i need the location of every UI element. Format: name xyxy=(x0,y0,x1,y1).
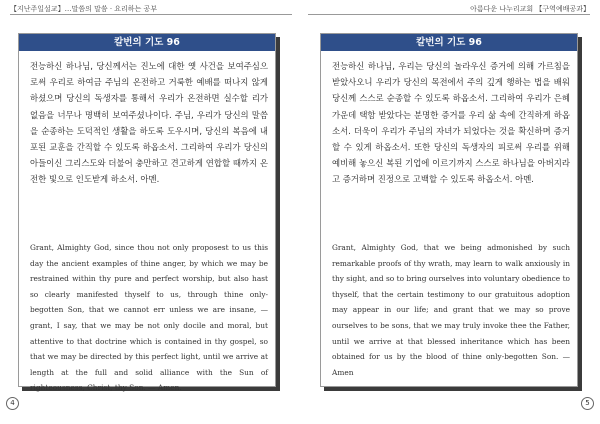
right-page-number: 5 xyxy=(581,397,594,410)
right-english-prayer: Grant, Almighty God, that we being admonished by such remarkable proofs of thy wrath, may learn to walk anxiously in thy sight, and so to bring ourselves into voluntary obedience to thyself, that the certain testimony to our gratuitous adoption may appear in our life; and grant that we may so prove ourselves to be sons, that we may truly invoke thee the Father, until we arrive at that blessed inheritance which has been obtained for us by the blood of thine only-begotten Son. — Amen xyxy=(332,243,570,377)
left-prayer-title: 칼번의 기도 96 xyxy=(19,34,275,51)
left-korean-prayer: 전능하신 하나님, 당신께서는 진노에 대한 옛 사건을 보여주심으로써 우리로 하여금 주님의 온전하고 거룩한 예배를 떠나지 않게 하셨으며 당신의 독생자를 통해서 우리가 온전하면 실수할 리가 없음을 너무나 명백히 보여주셨나이다. 주님, 우리가 당신의 말씀을 순종하는 도덕적인 생활을 하도록 도우시며, 당신의 복음에 내포된 교훈을 간직할 수 있도록 하옵소서. 그리하여 우리가 당신의 아들이신 그리스도와 더불어 충만하고 견고하게 연합할 때까지 온전한 빛으로 인도받게 하소서. 아멘. xyxy=(30,61,268,185)
right-header-rule xyxy=(308,14,590,15)
left-header-rule xyxy=(10,14,292,15)
right-prayer-title: 칼번의 기도 96 xyxy=(321,34,577,51)
left-page-header: 【지난주일설교】…말씀의 말씀 · 요리하는 공부 xyxy=(10,5,158,13)
left-prayer-box xyxy=(18,33,276,393)
right-page xyxy=(300,0,600,424)
left-page-number: 4 xyxy=(6,397,19,410)
right-prayer-box xyxy=(320,33,578,387)
right-page-header: 아름다운 나누리교회 【구역예배공과】 xyxy=(470,5,590,13)
right-korean-prayer: 전능하신 하나님, 우리는 당신의 놀라우신 증거에 의해 가르침을 받았사오니 우리가 당신의 목전에서 주의 깊게 행하는 법을 배워 당신께 스스로 순종할 수 있도록 하옵소서. 그리하여 우리가 은혜 가운데 택함 받았다는 분명한 증거를 우리 삶 속에 간직하게 하옵소서. 더욱이 우리가 주님의 자녀가 되었다는 것을 확신하며 증거할 수 있게 하옵소서. 또한 당신의 독생자의 피로써 우리를 위해 예비해 놓으신 복된 기업에 이르기까지 스스로 하나님을 아버지라고 증거하며 진정으로 고백할 수 있도록 하옵소서. 아멘. xyxy=(332,61,570,185)
left-english-prayer: Grant, Almighty God, since thou not only proposest to us this day the ancient examples of thine anger, by which we may be restrained within thy pure and perfect worship, but also hast so clearly manifested thyself to us, through thine only-begotten Son, that we cannot err unless we are insane, — grant, I say, that we may be not only docile and moral, but attentive to that doctrine which is contained in thy gospel, so that we may be directed by this perfect light, until we arrive at length at the full and solid alliance with the Sun of righteousness, Christ, thy Son. — Amen. xyxy=(30,243,268,393)
